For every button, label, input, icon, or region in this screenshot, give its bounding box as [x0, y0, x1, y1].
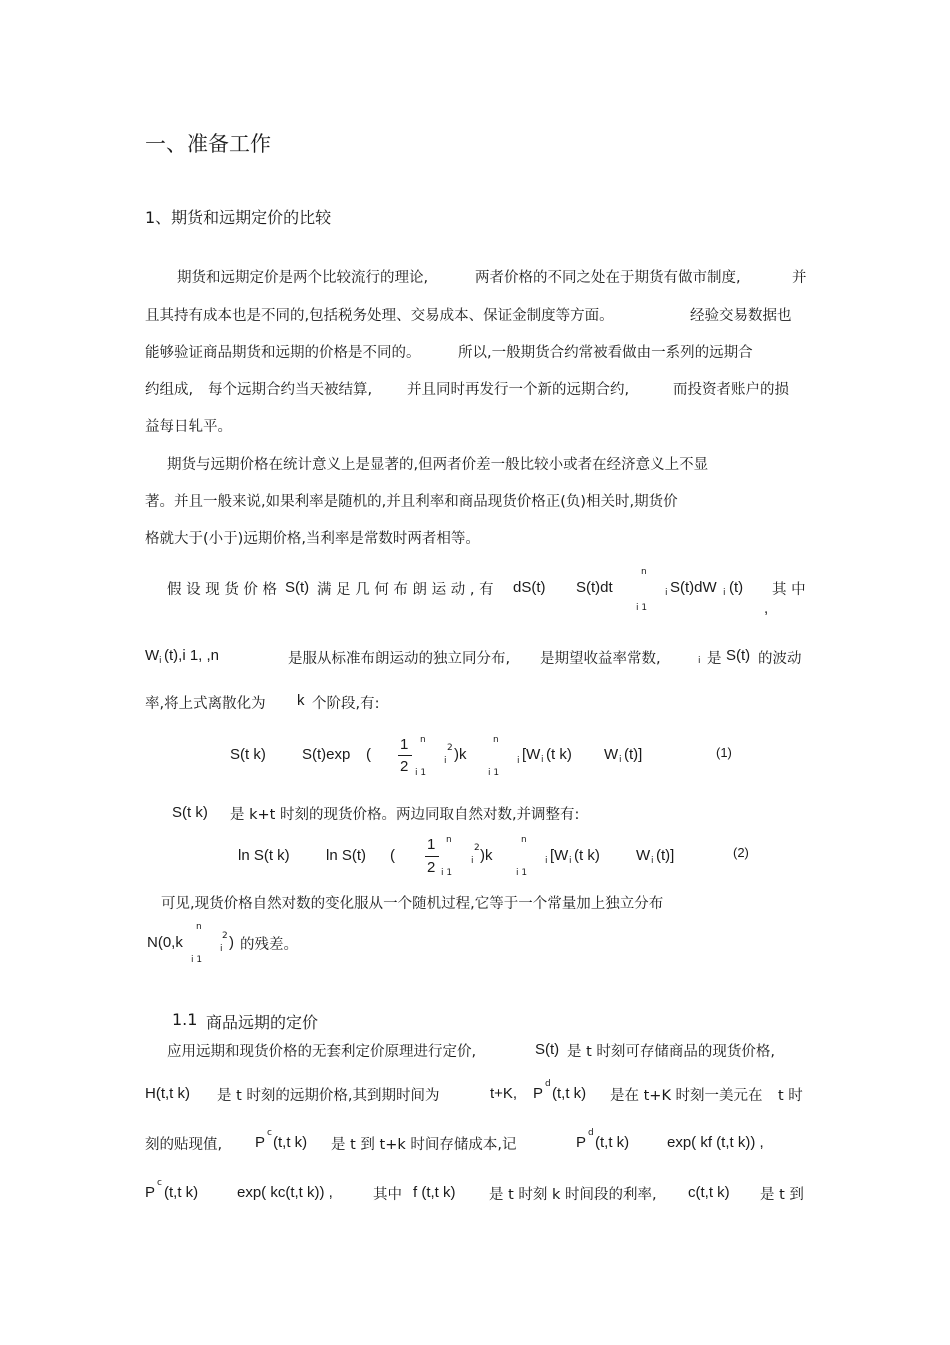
p6-Pc-sup: c	[267, 1128, 272, 1138]
p6-H: H(t,t k)	[145, 1085, 190, 1102]
p6-line3-a: 刻的贴现值,	[145, 1137, 223, 1153]
eq2-paren: (	[390, 847, 395, 864]
p1-line1-a: 期货和远期定价是两个比较流行的理论,	[177, 270, 429, 286]
subsubsection-number: 1.1	[172, 1010, 198, 1029]
eq1-k: )k	[454, 746, 467, 763]
eq1-W2: W	[604, 746, 619, 763]
eq2-number: (2)	[733, 845, 749, 860]
p3-sum-i1: i 1	[636, 603, 648, 613]
p6-line1-b: 是 t 时刻可存储商品的现货价格,	[567, 1044, 776, 1060]
p6-St: S(t)	[535, 1041, 560, 1058]
eq1-sigma2-i: i	[517, 756, 520, 766]
p6-tK: t+K,	[490, 1085, 518, 1102]
eq1-frac-den: 2	[400, 758, 409, 775]
p5-sum-n: n	[196, 922, 202, 932]
p6-Pc2-rest: (t,t k)	[164, 1184, 199, 1201]
p2-line2: 著。并且一般来说,如果利率是随机的,并且利率和商品现货价格正(负)相关时,期货价	[145, 494, 678, 510]
p1-line5: 益每日轧平。	[145, 419, 232, 435]
eq2-W-sub: i	[569, 856, 572, 866]
p6-line2-c: t 时	[778, 1088, 803, 1104]
eq1-sum1-i1: i 1	[415, 768, 427, 778]
p2-line3: 格就大于(小于)远期价格,当利率是常数时两者相等。	[145, 531, 480, 547]
p3-dSt: dS(t)	[513, 579, 546, 596]
eq1-sum1-n: n	[420, 735, 426, 745]
eq1-W-sub: i	[541, 755, 544, 765]
p5-sq: 2	[222, 931, 228, 941]
p1-line2-b: 经验交易数据也	[690, 308, 792, 324]
p1-line4-a: 约组成,	[145, 382, 194, 398]
p1-line3-b: 所以,一般期货合约常被看做由一系列的远期合	[458, 345, 753, 361]
p3-k: k	[297, 692, 305, 709]
p6-Pd-sup: d	[545, 1079, 551, 1089]
p3-Wi-rest: (t),i 1, ,n	[164, 647, 220, 664]
eq2-sum2-i1: i 1	[516, 868, 528, 878]
p6-exp2: exp( kc(t,t k)) ,	[237, 1184, 333, 1201]
eq1-frac-line	[398, 755, 412, 756]
p5-sum-i1: i 1	[191, 955, 203, 965]
eq2-W-end: (t)]	[656, 847, 675, 864]
p5-N: N(0,k	[147, 934, 183, 951]
p6-Pd2-sup: d	[588, 1128, 594, 1138]
eq2-sigma2-i: i	[545, 856, 548, 866]
p4-S: S(t k)	[172, 804, 208, 821]
p6-exp1: exp( kf (t,t k)) ,	[667, 1134, 764, 1151]
p6-Pc-rest: (t,t k)	[273, 1134, 308, 1151]
p5-line2: 的残差。	[240, 937, 298, 953]
p3-sigma-i: i	[665, 588, 668, 598]
p6-line3-b: 是 t 到 t+k 时间存储成本,记	[331, 1137, 517, 1153]
eq1-number: (1)	[716, 745, 732, 760]
p3-St: S(t)	[285, 579, 310, 596]
eq2-sum1-i1: i 1	[441, 868, 453, 878]
p1-line1-c: 并	[792, 270, 807, 286]
eq1-sum2-i1: i 1	[488, 768, 500, 778]
p6-Pc2: P	[145, 1184, 156, 1201]
p3-line3-b: 个阶段,有:	[312, 696, 380, 712]
eq2-frac-num: 1	[427, 836, 436, 853]
p6-Pc: P	[255, 1134, 266, 1151]
p3-line2-c: 是	[707, 651, 722, 667]
p2-line1: 期货与远期价格在统计意义上是显著的,但两者价差一般比较小或者在经济意义上不显	[167, 457, 709, 473]
p3-line1-c: 其 中	[772, 582, 806, 598]
p3-line2-b: 是期望收益率常数,	[540, 651, 661, 667]
p1-line3-a: 能够验证商品期货和远期的价格是不同的。	[145, 345, 421, 361]
eq1-W-end: (t)]	[624, 746, 643, 763]
eq2-k: )k	[480, 847, 493, 864]
eq1-lhs: S(t k)	[230, 746, 266, 763]
eq2-sq: 2	[474, 843, 480, 853]
p3-line1-a: 假 设 现 货 价 格	[167, 582, 278, 598]
eq2-W2: W	[636, 847, 651, 864]
p6-f: f (t,t k)	[413, 1184, 456, 1201]
eq2-frac-line	[425, 856, 439, 857]
p1-line4-b: 每个远期合约当天被结算,	[208, 382, 373, 398]
p6-line1-a: 应用远期和现货价格的无套利定价原理进行定价,	[167, 1044, 477, 1060]
p6-line4-c: 是 t 到	[760, 1187, 804, 1203]
eq1-paren: (	[366, 746, 371, 763]
p3-Stdt: S(t)dt	[576, 579, 613, 596]
eq2-sigma-i: i	[471, 856, 474, 866]
eq2-W-mid: (t k)	[574, 847, 600, 864]
p6-Pd2-rest: (t,t k)	[595, 1134, 630, 1151]
subsection-heading: 1、期货和远期定价的比较	[145, 208, 332, 227]
eq2-rhs: ln S(t)	[326, 847, 367, 864]
eq2-lhs: ln S(t k)	[238, 847, 290, 864]
p6-line4-b: 是 t 时刻 k 时间段的利率,	[489, 1187, 657, 1203]
p1-line4-d: 而投资者账户的损	[673, 382, 789, 398]
p4-text: 是 k+t 时刻的现货价格。两边同取自然对数,并调整有:	[230, 807, 580, 823]
p6-Pd-rest: (t,t k)	[552, 1085, 587, 1102]
p5-line1: 可见,现货价格自然对数的变化服从一个随机过程,它等于一个常量加上独立分布	[161, 896, 664, 912]
p3-sum-n: n	[641, 567, 647, 577]
p1-line1-b: 两者价格的不同之处在于期货有做市制度,	[475, 270, 741, 286]
p3-line2-d: 的波动	[758, 651, 802, 667]
eq2-W2-sub: i	[651, 856, 654, 866]
eq2-W: [W	[550, 847, 569, 864]
p3-line3-a: 率,将上式离散化为	[145, 696, 266, 712]
p1-line4-c: 并且同时再发行一个新的远期合约,	[407, 382, 630, 398]
p6-line4-a: 其中	[373, 1187, 402, 1203]
p3-comma: ,	[764, 600, 769, 617]
p3-sigma-sub-i: i	[698, 656, 701, 666]
subsubsection-heading: 商品远期的定价	[206, 1013, 319, 1032]
eq2-sum2-n: n	[521, 835, 527, 845]
p5-sigma-i: i	[220, 944, 223, 954]
eq1-W: [W	[522, 746, 541, 763]
p6-Pc2-sup: c	[157, 1178, 162, 1188]
p5-close: )	[229, 934, 234, 951]
p6-line2-a: 是 t 时刻的远期价格,其到期时间为	[217, 1088, 440, 1104]
p6-Pd: P	[533, 1085, 544, 1102]
p1-line2-a: 且其持有成本也是不同的,包括税务处理、交易成本、保证金制度等方面。	[145, 308, 614, 324]
eq1-W-mid: (t k)	[546, 746, 572, 763]
eq2-frac-den: 2	[427, 859, 436, 876]
eq1-sigma-i: i	[444, 756, 447, 766]
p3-line1-b: 满 足 几 何 布 朗 运 动 , 有	[317, 582, 494, 598]
p3-line2-a: 是服从标准布朗运动的独立同分布,	[288, 651, 511, 667]
section-heading: 一、准备工作	[145, 132, 271, 156]
eq1-St-exp: S(t)exp	[302, 746, 351, 763]
eq2-sum1-n: n	[446, 835, 452, 845]
p3-Wi: W	[145, 647, 160, 664]
eq1-sq: 2	[447, 743, 453, 753]
p6-line2-b: 是在 t+K 时刻一美元在	[610, 1088, 763, 1104]
eq1-frac-num: 1	[400, 736, 409, 753]
p3-W-sub-i: i	[723, 588, 726, 598]
eq1-sum2-n: n	[493, 735, 499, 745]
p3-W-t: (t)	[729, 579, 744, 596]
p6-c: c(t,t k)	[688, 1184, 730, 1201]
p3-St2: S(t)	[726, 647, 751, 664]
p6-Pd2: P	[576, 1134, 587, 1151]
eq1-W2-sub: i	[619, 755, 622, 765]
p3-Wi-sub: i	[159, 656, 162, 666]
p3-SdW: S(t)dW	[670, 579, 717, 596]
